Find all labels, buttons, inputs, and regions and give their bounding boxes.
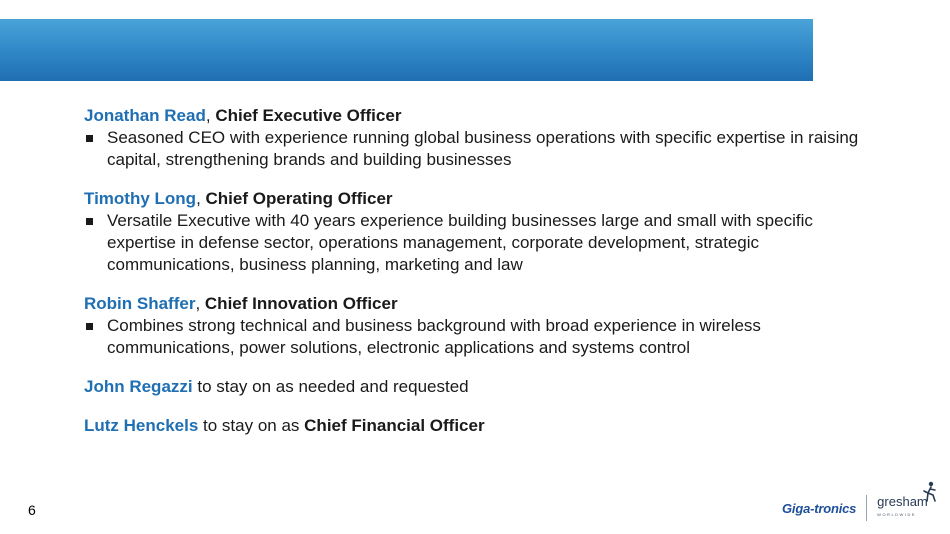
square-bullet-icon xyxy=(86,323,93,330)
person-role: Chief Operating Officer xyxy=(205,189,393,208)
bullet-item xyxy=(84,315,864,359)
header-banner xyxy=(0,19,813,81)
person-heading xyxy=(84,415,864,437)
person-name: Lutz Henckels xyxy=(84,416,199,435)
bullet-text: Versatile Executive with 40 years experience building businesses large and small with specific expertise in defense sector, operations management, corporate development, strategic communications, business planning, marketing and law xyxy=(107,211,813,274)
gresham-logo xyxy=(877,495,928,521)
person-name: Timothy Long xyxy=(84,189,197,208)
person-entry xyxy=(84,105,864,171)
gresham-figure-icon xyxy=(922,481,938,503)
person-connector: , xyxy=(195,294,205,313)
person-role: Chief Innovation Officer xyxy=(204,294,398,313)
person-connector: , xyxy=(196,189,206,208)
bullet-text: Seasoned CEO with experience running global business operations with specific expertise in raising capital, strengthening brands and building businesses xyxy=(107,128,859,169)
person-heading xyxy=(84,105,864,127)
person-name: John Regazzi xyxy=(84,377,193,396)
person-entry xyxy=(84,188,864,276)
gresham-logo-text: gresham xyxy=(877,494,928,509)
person-connector: to stay on as needed and requested xyxy=(192,377,469,396)
gigatronics-logo: Giga-tronics xyxy=(782,500,857,516)
person-name: Robin Shaffer xyxy=(84,294,196,313)
person-entry xyxy=(84,376,864,398)
person-name: Jonathan Read xyxy=(84,106,206,125)
bullet-text: Combines strong technical and business background with broad experience in wireless communications, power solutions, electronic applications and systems control xyxy=(107,316,761,357)
person-connector: , xyxy=(205,106,216,125)
bullet-item xyxy=(84,127,864,171)
gresham-logo-subtext: WORLDWIDE xyxy=(877,512,917,517)
person-heading xyxy=(84,293,864,315)
page-number: 6 xyxy=(28,502,36,518)
person-role: Chief Financial Officer xyxy=(304,416,485,435)
logo-divider xyxy=(866,495,867,521)
person-entry xyxy=(84,415,864,437)
leadership-list xyxy=(84,105,864,454)
person-heading xyxy=(84,188,864,210)
square-bullet-icon xyxy=(86,218,93,225)
square-bullet-icon xyxy=(86,135,93,142)
person-role: Chief Executive Officer xyxy=(215,106,402,125)
footer-logos xyxy=(782,488,928,528)
person-entry xyxy=(84,293,864,359)
bullet-item xyxy=(84,210,864,276)
person-heading xyxy=(84,376,864,398)
person-connector: to stay on as xyxy=(198,416,305,435)
